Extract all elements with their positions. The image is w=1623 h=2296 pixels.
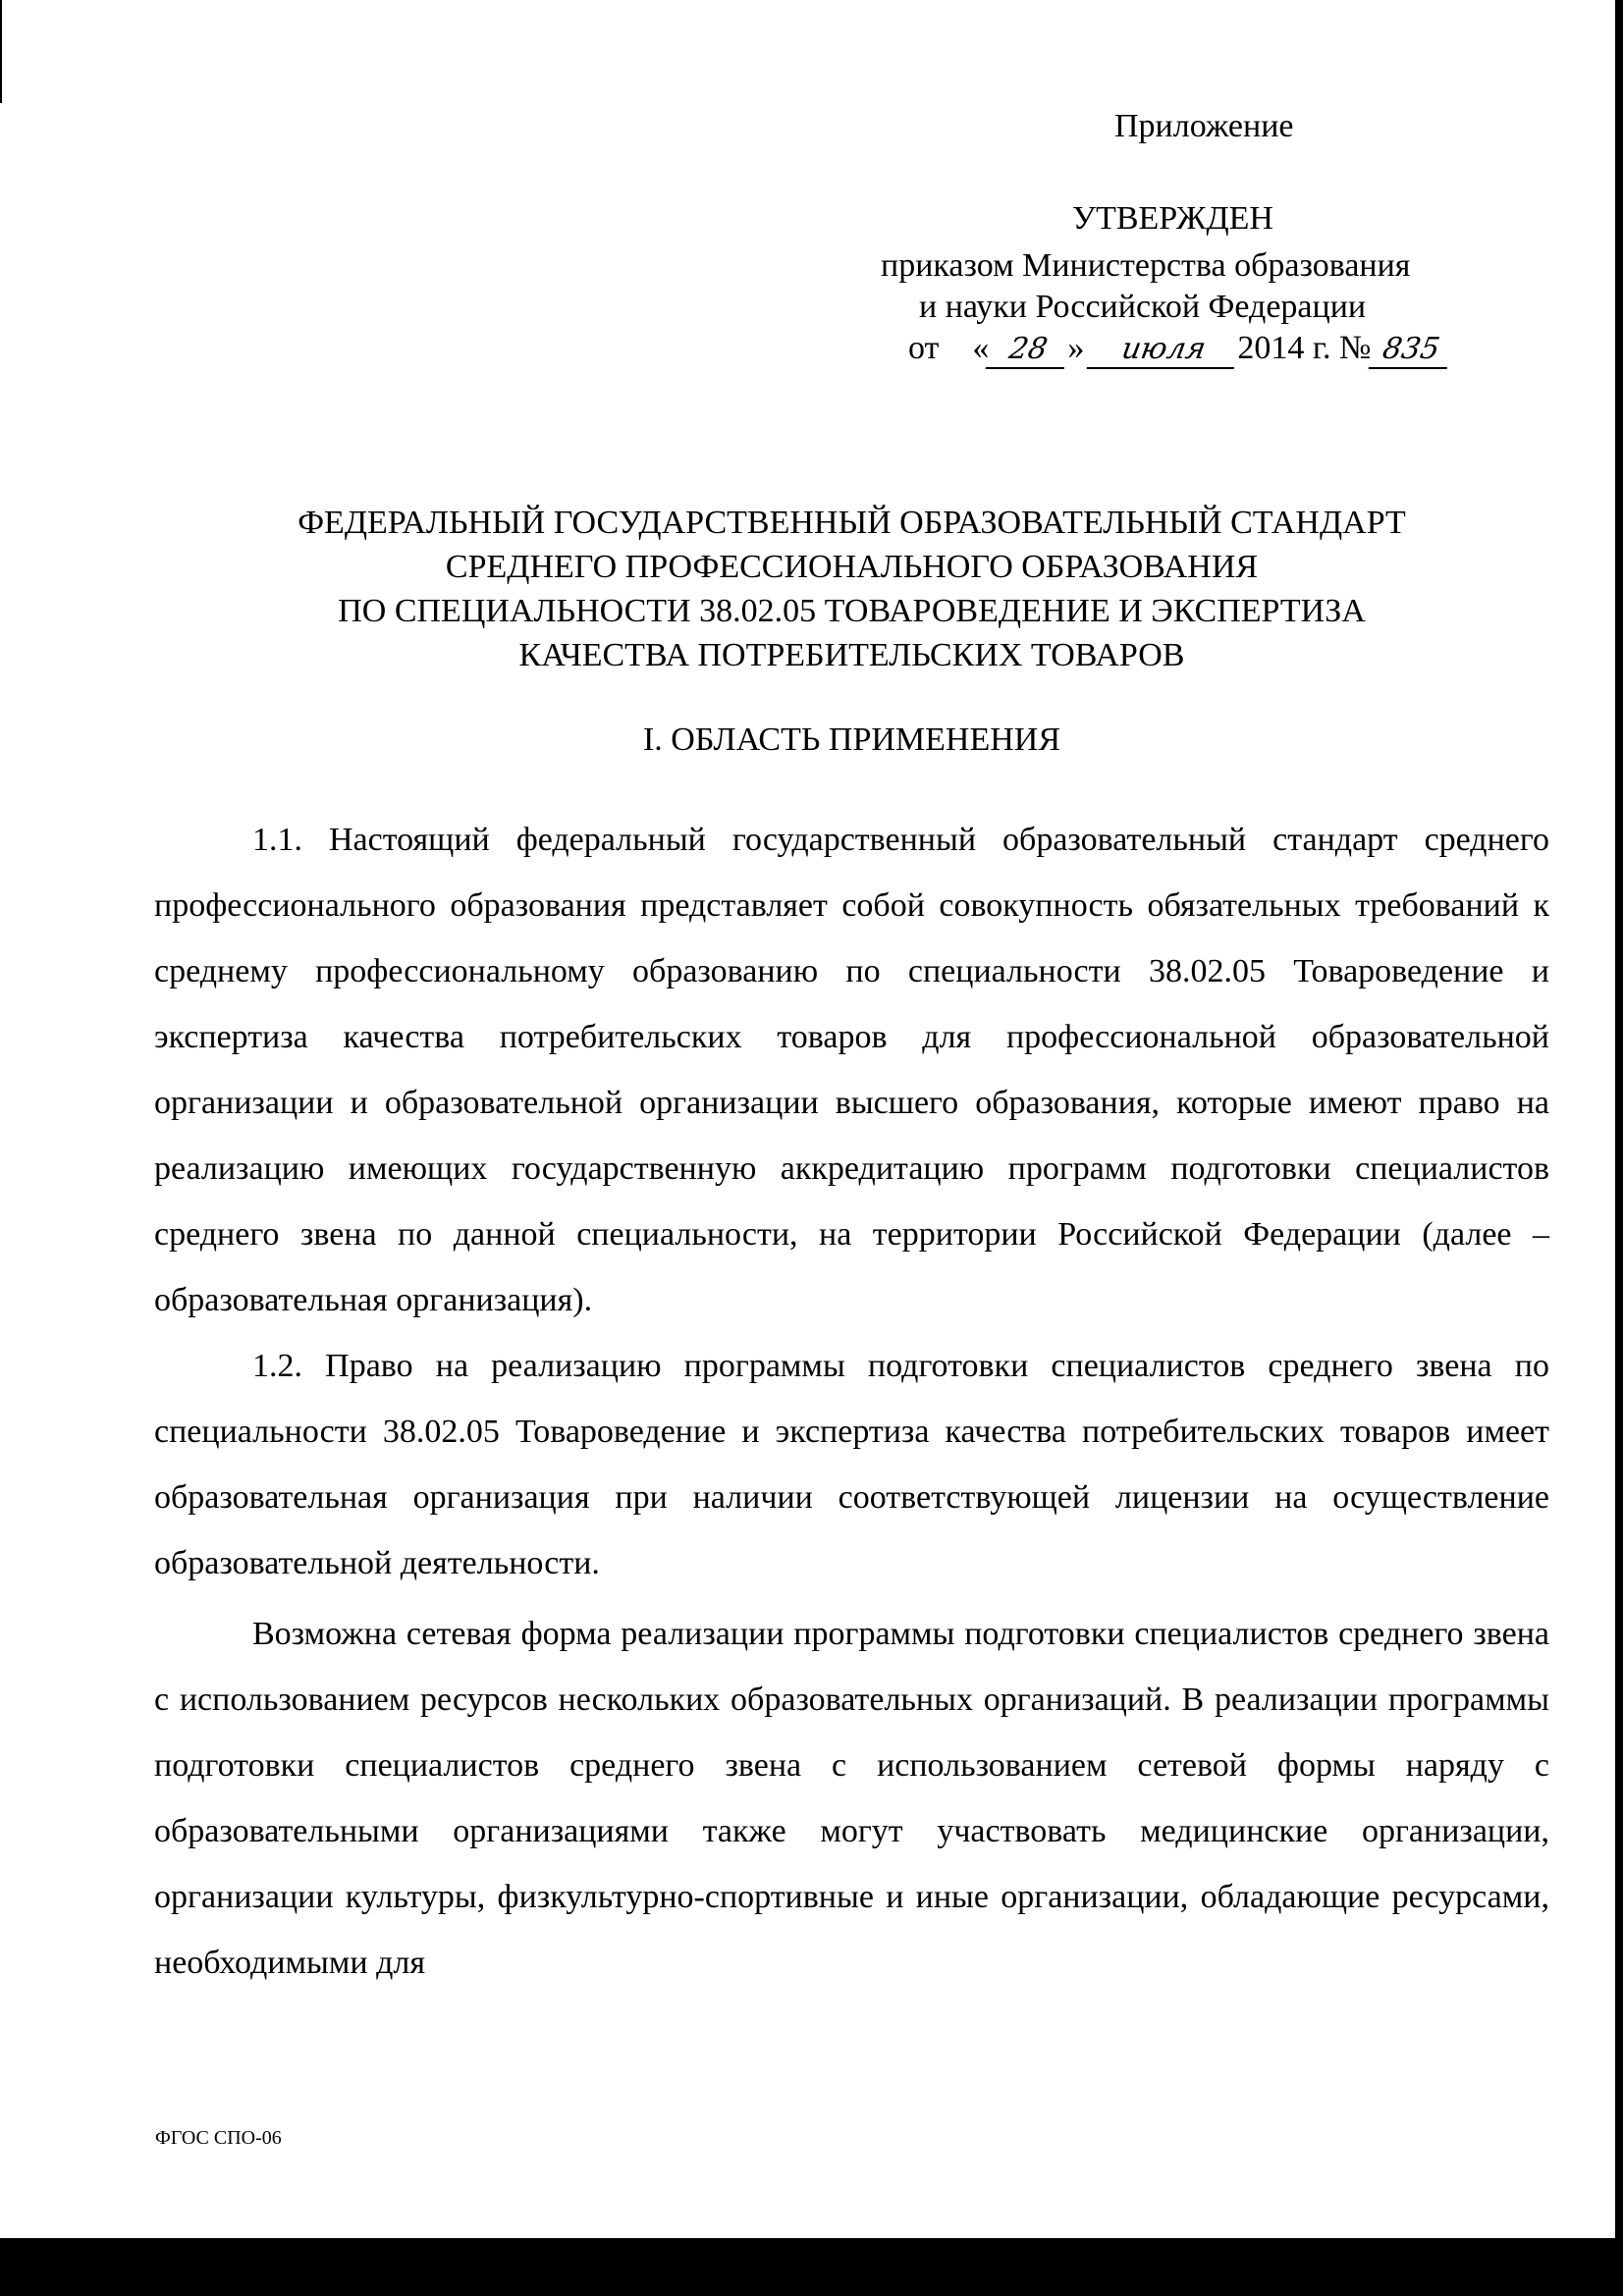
scan-edge-right (1615, 0, 1623, 2296)
handwritten-month: июля (1087, 332, 1241, 369)
title-line: СРЕДНЕГО ПРОФЕССИОНАЛЬНОГО ОБРАЗОВАНИЯ (445, 549, 1259, 585)
handwritten-day: 28 (986, 332, 1071, 369)
order-line-2: и науки Российской Федерации (919, 289, 1367, 325)
paragraph-network-form: Возможна сетевая форма реализации программы подготовки специалистов среднего звена с использованием ресурсов нескольких образовательных организаций. В реализации программы подготовки специалистов среднего звена с использованием сетевой формы наряду с образовательными организациями также могут участвовать медицинские организации, организации культуры, физкультурно-спортивные и иные организации, обладающие ресурсами, необходимыми для (154, 1616, 1549, 1981)
appendix-label: Приложение (1114, 108, 1294, 144)
number-sign: № (1339, 330, 1372, 366)
body-text (154, 807, 1549, 1996)
paragraph-1-2: 1.2. Право на реализацию программы подготовки специалистов среднего звена по специальности 38.02.05 Товароведение и экспертиза качества потребительских товаров имеет образовательная организация при наличии соответствующей лицензии на осуществление образовательной деятельности. (154, 1348, 1549, 1581)
approved-label: УТВЕРЖДЕН (1072, 200, 1273, 237)
paragraph-1-1: 1.1. Настоящий федеральный государственный образовательный стандарт среднего профессионального образования представляет собой совокупность обязательных требований к среднему профессиональному образованию по специальности 38.02.05 Товароведение и экспертиза качества потребительских товаров для профессиональной образовательной организации и образовательной организации высшего образования, которые имеют право на реализацию имеющих государственную аккредитацию программ подготовки специалистов среднего звена по данной специальности, на территории Российской Федерации (далее – образовательная организация). (154, 822, 1549, 1318)
document-title (154, 501, 1549, 677)
quote-close: » (1067, 330, 1085, 366)
scan-edge-bottom (0, 2238, 1623, 2296)
date-prefix: от (908, 330, 940, 366)
handwritten-order-number: 835 (1368, 332, 1453, 369)
year-text: 2014 г. (1237, 330, 1331, 366)
title-line: ПО СПЕЦИАЛЬНОСТИ 38.02.05 ТОВАРОВЕДЕНИЕ И ЭКСПЕРТИЗА (338, 593, 1366, 629)
title-line: ФЕДЕРАЛЬНЫЙ ГОСУДАРСТВЕННЫЙ ОБРАЗОВАТЕЛЬНЫЙ СТАНДАРТ (298, 505, 1406, 541)
footer-document-code: ФГОС СПО-06 (155, 2127, 282, 2149)
section-heading: I. ОБЛАСТЬ ПРИМЕНЕНИЯ (642, 721, 1061, 758)
scan-edge-left (0, 0, 2, 103)
quote-open: « (972, 330, 990, 366)
order-date-line (908, 330, 1450, 369)
title-line: КАЧЕСТВА ПОТРЕБИТЕЛЬСКИХ ТОВАРОВ (518, 637, 1185, 673)
order-line-1: приказом Министерства образования (881, 247, 1411, 284)
